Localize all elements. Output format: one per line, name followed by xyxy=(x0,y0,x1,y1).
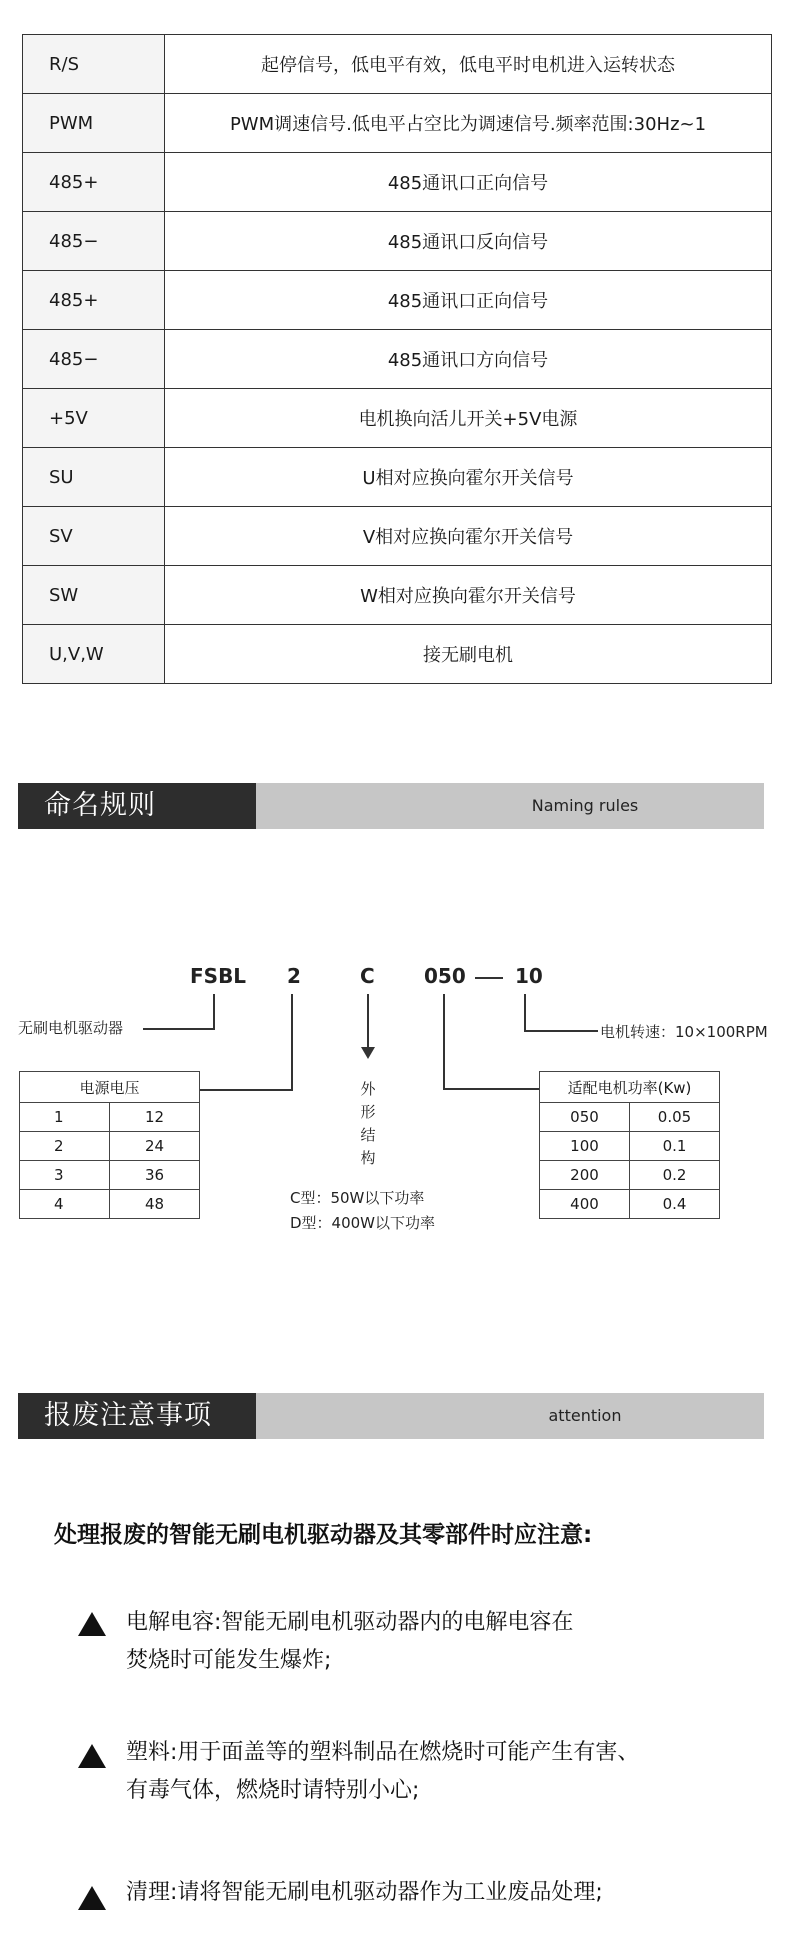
signal-description: U相对应换向霍尔开关信号 xyxy=(165,448,772,507)
attention-item: 清理:请将智能无刷电机驱动器作为工业废品处理; xyxy=(126,1880,603,1905)
voltage-table-row xyxy=(20,1190,200,1219)
signal-row xyxy=(23,507,772,566)
code-dash xyxy=(475,977,503,979)
voltage-table-cell: 1 xyxy=(20,1103,110,1132)
power-table-row xyxy=(540,1132,720,1161)
connector-line xyxy=(199,1089,293,1091)
signal-code: 485+ xyxy=(23,153,165,212)
power-table-cell: 0.2 xyxy=(630,1161,720,1190)
driver-label: 无刷电机驱动器 xyxy=(18,1019,124,1037)
power-table-cell: 0.1 xyxy=(630,1132,720,1161)
voltage-table-cell: 12 xyxy=(110,1103,200,1132)
voltage-table-cell: 3 xyxy=(20,1161,110,1190)
signal-description: 485通讯口反向信号 xyxy=(165,212,772,271)
power-table-row xyxy=(540,1161,720,1190)
signal-row xyxy=(23,625,772,684)
connector-line xyxy=(443,994,445,1090)
signal-row xyxy=(23,94,772,153)
attention-heading: 处理报废的智能无刷电机驱动器及其零部件时应注意: xyxy=(54,1522,593,1548)
voltage-table-cell: 48 xyxy=(110,1190,200,1219)
signal-row xyxy=(23,330,772,389)
signal-description: 485通讯口正向信号 xyxy=(165,153,772,212)
voltage-table-cell: 24 xyxy=(110,1132,200,1161)
power-table-row xyxy=(540,1103,720,1132)
power-table-cell: 0.05 xyxy=(630,1103,720,1132)
structure-note-d: D型：400W以下功率 xyxy=(290,1214,436,1232)
signal-row xyxy=(23,389,772,448)
signal-row xyxy=(23,212,772,271)
attention-item: 电解电容:智能无刷电机驱动器内的电解电容在 焚烧时可能发生爆炸; xyxy=(126,1610,574,1673)
attention-title: 报废注意事项 xyxy=(18,1393,256,1439)
signal-table xyxy=(22,34,772,684)
signal-code: SW xyxy=(23,566,165,625)
attention-item: 塑料:用于面盖等的塑料制品在燃烧时可能产生有害、 有毒气体，燃烧时请特别小心; xyxy=(126,1740,640,1803)
code-part-power: 050 xyxy=(424,964,466,988)
warning-triangle-icon xyxy=(78,1886,106,1910)
signal-code: PWM xyxy=(23,94,165,153)
signal-description: 485通讯口方向信号 xyxy=(165,330,772,389)
power-table xyxy=(539,1071,720,1219)
signal-code: SV xyxy=(23,507,165,566)
connector-line xyxy=(524,994,526,1032)
signal-row xyxy=(23,448,772,507)
signal-description: 接无刷电机 xyxy=(165,625,772,684)
connector-line xyxy=(524,1030,598,1032)
power-table-cell: 400 xyxy=(540,1190,630,1219)
connector-line xyxy=(443,1088,539,1090)
signal-row xyxy=(23,566,772,625)
voltage-table-cell: 36 xyxy=(110,1161,200,1190)
power-table-cell: 200 xyxy=(540,1161,630,1190)
voltage-table xyxy=(19,1071,200,1219)
signal-row xyxy=(23,35,772,94)
power-table-cell: 100 xyxy=(540,1132,630,1161)
connector-line xyxy=(291,994,293,1091)
power-table-row xyxy=(540,1190,720,1219)
code-part-structure: C xyxy=(360,964,375,988)
signal-code: SU xyxy=(23,448,165,507)
arrow-down-icon xyxy=(361,1047,375,1059)
warning-triangle-icon xyxy=(78,1612,106,1636)
warning-triangle-icon xyxy=(78,1744,106,1768)
signal-description: 电机换向活儿开关+5V电源 xyxy=(165,389,772,448)
signal-description: W相对应换向霍尔开关信号 xyxy=(165,566,772,625)
arrow-line xyxy=(367,994,369,1048)
signal-code: R/S xyxy=(23,35,165,94)
naming-rules-subtitle: Naming rules xyxy=(531,796,639,815)
signal-row xyxy=(23,271,772,330)
connector-line xyxy=(143,1028,215,1030)
speed-label: 电机转速：10×100RPM xyxy=(600,1023,768,1041)
code-part-speed: 10 xyxy=(515,964,543,988)
power-table-cell: 0.4 xyxy=(630,1190,720,1219)
signal-row xyxy=(23,153,772,212)
code-part-voltage: 2 xyxy=(287,964,301,988)
signal-description: 485通讯口正向信号 xyxy=(165,271,772,330)
connector-line xyxy=(213,994,215,1030)
structure-label: 外 形 结 构 xyxy=(360,1080,376,1167)
signal-description: PWM调速信号.低电平占空比为调速信号.频率范围:30Hz~1 xyxy=(165,94,772,153)
voltage-table-cell: 2 xyxy=(20,1132,110,1161)
voltage-table-row xyxy=(20,1103,200,1132)
power-table-header: 适配电机功率(Kw) xyxy=(540,1072,720,1103)
naming-rules-title: 命名规则 xyxy=(18,783,256,829)
voltage-table-header: 电源电压 xyxy=(20,1072,200,1103)
attention-subtitle: attention xyxy=(548,1406,622,1425)
signal-code: U,V,W xyxy=(23,625,165,684)
voltage-table-row xyxy=(20,1161,200,1190)
signal-description: 起停信号，低电平有效，低电平时电机进入运转状态 xyxy=(165,35,772,94)
signal-description: V相对应换向霍尔开关信号 xyxy=(165,507,772,566)
voltage-table-row xyxy=(20,1132,200,1161)
voltage-table-cell: 4 xyxy=(20,1190,110,1219)
code-part-series: FSBL xyxy=(190,964,247,988)
power-table-cell: 050 xyxy=(540,1103,630,1132)
signal-code: 485+ xyxy=(23,271,165,330)
signal-code: 485− xyxy=(23,330,165,389)
naming-rules-banner xyxy=(18,783,764,829)
signal-code: +5V xyxy=(23,389,165,448)
structure-note-c: C型：50W以下功率 xyxy=(290,1189,425,1207)
attention-banner xyxy=(18,1393,764,1439)
signal-code: 485− xyxy=(23,212,165,271)
